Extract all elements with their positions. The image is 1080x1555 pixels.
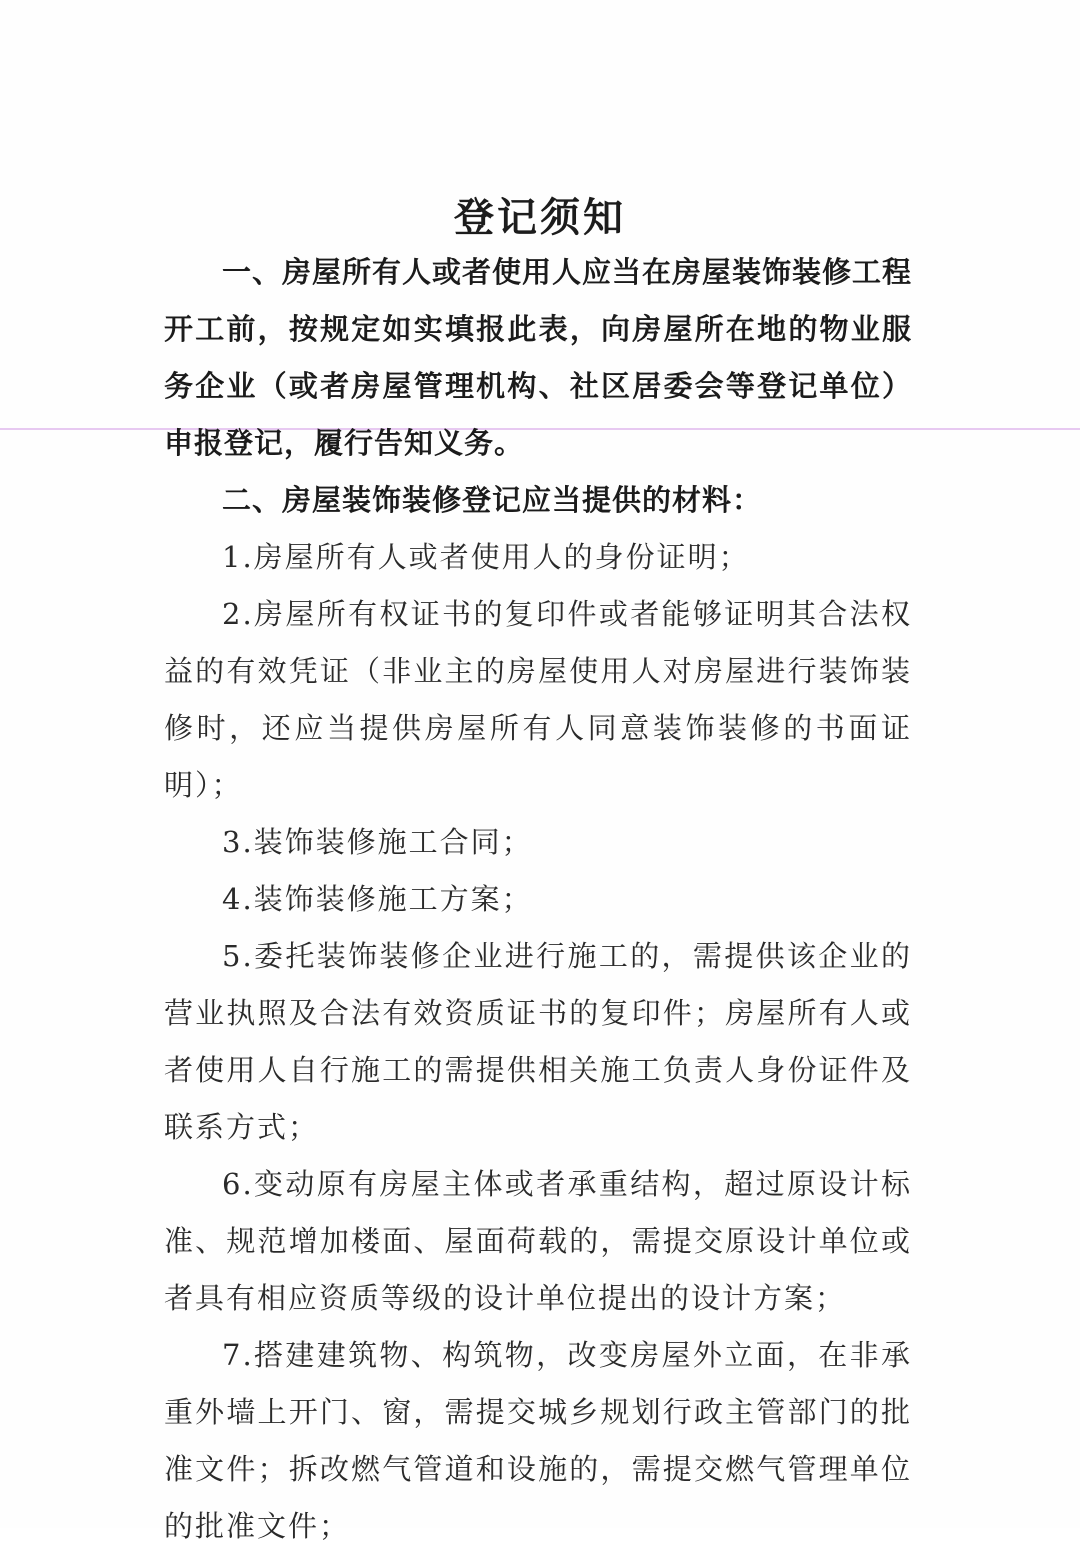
document-body	[164, 244, 912, 1555]
list-item-2: 2.房屋所有权证书的复印件或者能够证明其合法权益的有效凭证（非业主的房屋使用人对房屋进行装饰装修时，还应当提供房屋所有人同意装饰装修的书面证明）；	[164, 597, 912, 802]
list-item-7: 7.搭建建筑物、构筑物，改变房屋外立面，在非承重外墙上开门、窗，需提交城乡规划行政主管部门的批准文件；拆改燃气管道和设施的，需提交燃气管理单位的批准文件；	[164, 1338, 912, 1543]
list-item-1: 1.房屋所有人或者使用人的身份证明；	[222, 540, 750, 574]
document-title: 登记须知	[454, 194, 626, 241]
list-item-3: 3.装饰装修施工合同；	[222, 825, 533, 859]
list-item-4: 4.装饰装修施工方案；	[222, 882, 533, 916]
paragraph-section-1: 一、房屋所有人或者使用人应当在房屋装饰装修工程开工前，按规定如实填报此表，向房屋所在地的物业服务企业（或者房屋管理机构、社区居委会等登记单位）申报登记，履行告知义务。	[164, 255, 913, 460]
list-item-5: 5.委托装饰装修企业进行施工的，需提供该企业的营业执照及合法有效资质证书的复印件；房屋所有人或者使用人自行施工的需提供相关施工负责人身份证件及联系方式；	[164, 939, 912, 1144]
paragraph-section-2: 二、房屋装饰装修登记应当提供的材料：	[222, 483, 763, 517]
list-item-6: 6.变动原有房屋主体或者承重结构，超过原设计标准、规范增加楼面、屋面荷载的，需提交原设计单位或者具有相应资质等级的设计单位提出的设计方案；	[164, 1167, 912, 1315]
